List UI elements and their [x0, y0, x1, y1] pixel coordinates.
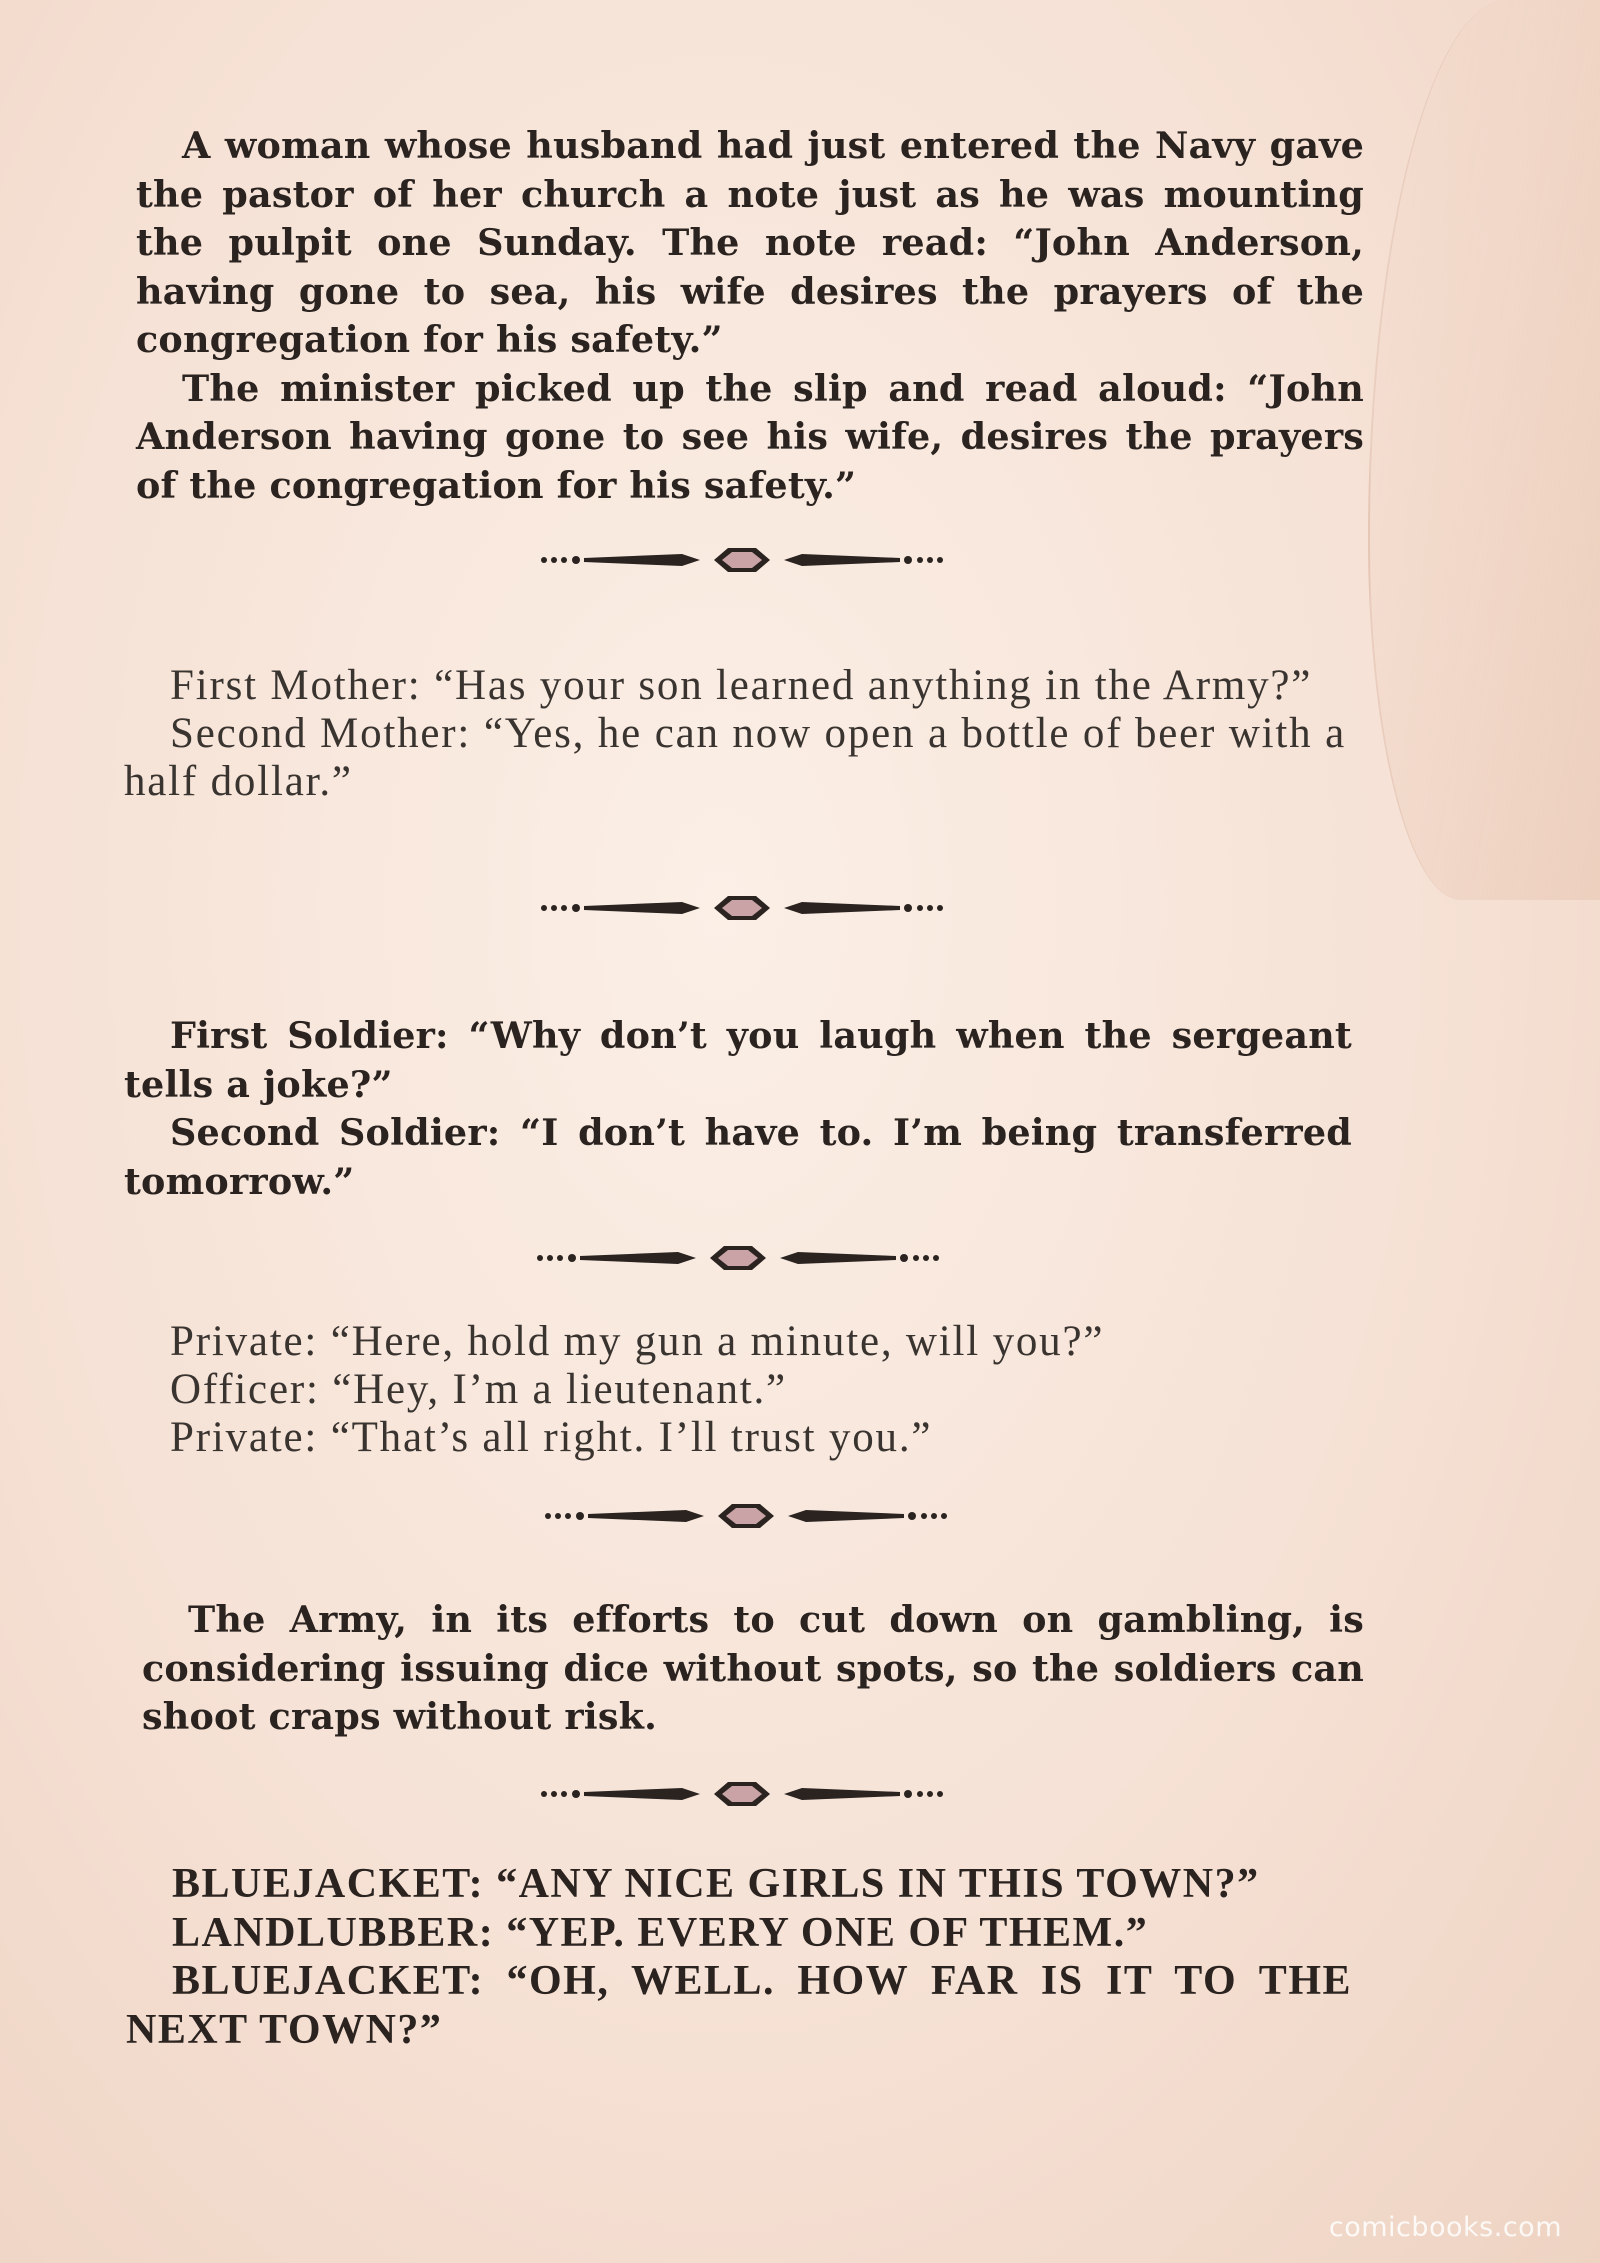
joke-paragraph: The minister picked up the slip and read aloud: “John Anderson having gone to see his wife, desires the prayers of the congregation for his safety.”	[136, 366, 1364, 507]
joke-navy-prayer	[136, 122, 1364, 510]
joke-soldiers	[124, 1012, 1352, 1206]
joke-paragraph: Private: “Here, hold my gun a minute, will you?”	[170, 1318, 1105, 1365]
ornament-divider	[528, 1238, 948, 1278]
watermark: comicbooks.com	[1328, 2212, 1562, 2243]
joke-paragraph: Private: “That’s all right. I’ll trust you.”	[170, 1414, 933, 1461]
paper-stain	[1368, 0, 1600, 900]
joke-paragraph: LANDLUBBER: “YEP. EVERY ONE OF THEM.”	[172, 1909, 1149, 1956]
ornament-divider	[532, 888, 952, 928]
ornament-divider	[532, 540, 952, 580]
joke-paragraph: The Army, in its efforts to cut down on gambling, is considering issuing dice without spots, so the soldiers can shoot craps without risk.	[142, 1598, 1364, 1738]
joke-army-dice	[142, 1596, 1364, 1742]
joke-paragraph: BLUEJACKET: “ANY NICE GIRLS IN THIS TOWN?”	[172, 1861, 1260, 1907]
joke-paragraph: First Soldier: “Why don’t you laugh when the sergeant tells a joke?”	[124, 1014, 1352, 1106]
joke-paragraph: First Mother: “Has your son learned anything in the Army?”	[170, 662, 1313, 709]
joke-paragraph: Second Soldier: “I don’t have to. I’m being transferred tomorrow.”	[124, 1111, 1352, 1203]
joke-private-officer	[170, 1318, 1370, 1462]
joke-paragraph: Officer: “Hey, I’m a lieutenant.”	[170, 1366, 787, 1413]
joke-paragraph: Second Mother: “Yes, he can now open a bottle of beer with a half dollar.”	[124, 710, 1346, 805]
ornament-divider	[532, 1774, 952, 1814]
joke-paragraph: BLUEJACKET: “OH, WELL. HOW FAR IS IT TO THE NEXT TOWN?”	[126, 1958, 1352, 2053]
joke-paragraph: A woman whose husband had just entered the Navy gave the pastor of her church a note just as he was mounting the pulpit one Sunday. The note read: “John Anderson, having gone to sea, his wife desires the prayers of the congregation for his safety.”	[136, 124, 1364, 361]
joke-bluejacket	[126, 1860, 1352, 2054]
ornament-divider	[536, 1496, 956, 1536]
joke-mothers	[124, 662, 1346, 806]
